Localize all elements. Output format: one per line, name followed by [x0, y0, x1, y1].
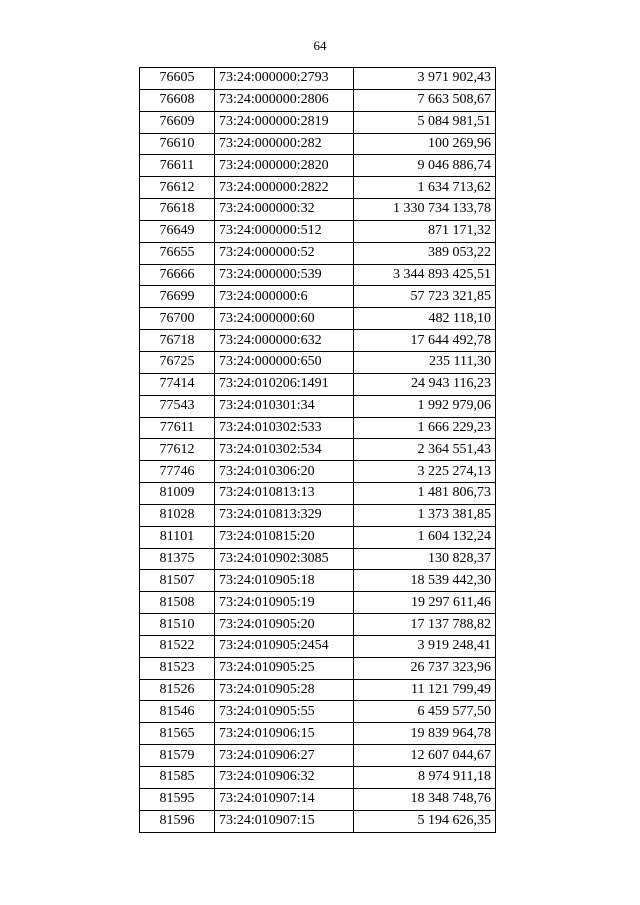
- cadastral-value-cell: 19 297 611,46: [354, 592, 496, 614]
- cadastral-number-cell: 73:24:000000:2822: [215, 177, 354, 199]
- cadastral-value-cell: 1 373 381,85: [354, 504, 496, 526]
- table-row: [140, 177, 496, 199]
- cadastral-number-cell: 73:24:000000:6: [215, 286, 354, 308]
- cadastral-number-cell: 73:24:010813:13: [215, 483, 354, 505]
- cadastral-value-cell: 7 663 508,67: [354, 89, 496, 111]
- object-id-cell: 76605: [140, 68, 215, 90]
- table-row: [140, 526, 496, 548]
- object-id-cell: 81507: [140, 570, 215, 592]
- object-id-cell: 81009: [140, 483, 215, 505]
- cadastral-value-cell: 1 330 734 133,78: [354, 199, 496, 221]
- table-row: [140, 286, 496, 308]
- table-row: [140, 745, 496, 767]
- table-body: [140, 68, 496, 833]
- object-id-cell: 77612: [140, 439, 215, 461]
- cadastral-value-cell: 482 118,10: [354, 308, 496, 330]
- object-id-cell: 81595: [140, 788, 215, 810]
- cadastral-value-cell: 3 971 902,43: [354, 68, 496, 90]
- table-row: [140, 133, 496, 155]
- cadastral-value-cell: 17 644 492,78: [354, 330, 496, 352]
- cadastral-value-cell: 18 348 748,76: [354, 788, 496, 810]
- cadastral-number-cell: 73:24:010902:3085: [215, 548, 354, 570]
- table-row: [140, 810, 496, 832]
- table-row: [140, 89, 496, 111]
- cadastral-number-cell: 73:24:000000:60: [215, 308, 354, 330]
- cadastral-number-cell: 73:24:010306:20: [215, 461, 354, 483]
- object-id-cell: 76655: [140, 242, 215, 264]
- cadastral-number-cell: 73:24:000000:282: [215, 133, 354, 155]
- object-id-cell: 77414: [140, 373, 215, 395]
- object-id-cell: 81508: [140, 592, 215, 614]
- object-id-cell: 77543: [140, 395, 215, 417]
- table-row: [140, 483, 496, 505]
- cadastral-value-cell: 3 225 274,13: [354, 461, 496, 483]
- table-row: [140, 417, 496, 439]
- cadastral-number-cell: 73:24:010906:27: [215, 745, 354, 767]
- table-row: [140, 308, 496, 330]
- cadastral-value-cell: 1 992 979,06: [354, 395, 496, 417]
- cadastral-number-cell: 73:24:010813:329: [215, 504, 354, 526]
- cadastral-number-cell: 73:24:000000:650: [215, 351, 354, 373]
- object-id-cell: 76700: [140, 308, 215, 330]
- cadastral-value-cell: 1 481 806,73: [354, 483, 496, 505]
- cadastral-value-cell: 24 943 116,23: [354, 373, 496, 395]
- cadastral-number-cell: 73:24:010905:2454: [215, 635, 354, 657]
- cadastral-value-cell: 1 604 132,24: [354, 526, 496, 548]
- object-id-cell: 81596: [140, 810, 215, 832]
- table-row: [140, 220, 496, 242]
- table-row: [140, 264, 496, 286]
- cadastral-value-cell: 9 046 886,74: [354, 155, 496, 177]
- object-id-cell: 76611: [140, 155, 215, 177]
- table-row: [140, 592, 496, 614]
- cadastral-value-cell: 5 194 626,35: [354, 810, 496, 832]
- cadastral-value-cell: 6 459 577,50: [354, 701, 496, 723]
- cadastral-value-cell: 57 723 321,85: [354, 286, 496, 308]
- cadastral-number-cell: 73:24:000000:2793: [215, 68, 354, 90]
- cadastral-value-cell: 871 171,32: [354, 220, 496, 242]
- cadastral-number-cell: 73:24:010301:34: [215, 395, 354, 417]
- table-row: [140, 767, 496, 789]
- cadastral-value-cell: 17 137 788,82: [354, 614, 496, 636]
- object-id-cell: 76718: [140, 330, 215, 352]
- object-id-cell: 76699: [140, 286, 215, 308]
- cadastral-value-cell: 18 539 442,30: [354, 570, 496, 592]
- cadastral-value-cell: 1 666 229,23: [354, 417, 496, 439]
- cadastral-value-cell: 8 974 911,18: [354, 767, 496, 789]
- table-row: [140, 199, 496, 221]
- object-id-cell: 76649: [140, 220, 215, 242]
- object-id-cell: 76608: [140, 89, 215, 111]
- object-id-cell: 81546: [140, 701, 215, 723]
- table-row: [140, 439, 496, 461]
- table-row: [140, 68, 496, 90]
- table-row: [140, 330, 496, 352]
- cadastral-number-cell: 73:24:010906:32: [215, 767, 354, 789]
- object-id-cell: 81101: [140, 526, 215, 548]
- cadastral-number-cell: 73:24:010907:15: [215, 810, 354, 832]
- cadastral-value-cell: 100 269,96: [354, 133, 496, 155]
- table-row: [140, 723, 496, 745]
- cadastral-number-cell: 73:24:010905:18: [215, 570, 354, 592]
- cadastral-number-cell: 73:24:000000:632: [215, 330, 354, 352]
- cadastral-number-cell: 73:24:010905:20: [215, 614, 354, 636]
- cadastral-number-cell: 73:24:010905:19: [215, 592, 354, 614]
- object-id-cell: 81523: [140, 657, 215, 679]
- cadastral-number-cell: 73:24:010815:20: [215, 526, 354, 548]
- table-row: [140, 461, 496, 483]
- cadastral-value-cell: 235 111,30: [354, 351, 496, 373]
- object-id-cell: 81375: [140, 548, 215, 570]
- object-id-cell: 81565: [140, 723, 215, 745]
- cadastral-value-cell: 19 839 964,78: [354, 723, 496, 745]
- table-row: [140, 657, 496, 679]
- cadastral-number-cell: 73:24:010302:533: [215, 417, 354, 439]
- cadastral-number-cell: 73:24:010905:25: [215, 657, 354, 679]
- object-id-cell: 81028: [140, 504, 215, 526]
- cadastral-value-cell: 130 828,37: [354, 548, 496, 570]
- cadastral-number-cell: 73:24:000000:512: [215, 220, 354, 242]
- cadastral-value-cell: 11 121 799,49: [354, 679, 496, 701]
- object-id-cell: 76666: [140, 264, 215, 286]
- object-id-cell: 77611: [140, 417, 215, 439]
- table-row: [140, 679, 496, 701]
- object-id-cell: 76612: [140, 177, 215, 199]
- object-id-cell: 81510: [140, 614, 215, 636]
- cadastral-value-cell: 12 607 044,67: [354, 745, 496, 767]
- cadastral-value-cell: 2 364 551,43: [354, 439, 496, 461]
- table-row: [140, 155, 496, 177]
- object-id-cell: 77746: [140, 461, 215, 483]
- table-row: [140, 351, 496, 373]
- cadastral-value-cell: 389 053,22: [354, 242, 496, 264]
- object-id-cell: 76618: [140, 199, 215, 221]
- cadastral-number-cell: 73:24:000000:539: [215, 264, 354, 286]
- cadastral-number-cell: 73:24:010905:55: [215, 701, 354, 723]
- object-id-cell: 81585: [140, 767, 215, 789]
- object-id-cell: 76725: [140, 351, 215, 373]
- cadastral-number-cell: 73:24:000000:52: [215, 242, 354, 264]
- table-row: [140, 111, 496, 133]
- cadastral-number-cell: 73:24:010906:15: [215, 723, 354, 745]
- table-row: [140, 242, 496, 264]
- table-row: [140, 395, 496, 417]
- cadastral-number-cell: 73:24:000000:32: [215, 199, 354, 221]
- object-id-cell: 81579: [140, 745, 215, 767]
- table-row: [140, 788, 496, 810]
- object-id-cell: 76610: [140, 133, 215, 155]
- table-row: [140, 548, 496, 570]
- table-row: [140, 614, 496, 636]
- cadastral-number-cell: 73:24:000000:2819: [215, 111, 354, 133]
- cadastral-value-cell: 5 084 981,51: [354, 111, 496, 133]
- cadastral-value-table: [139, 67, 496, 833]
- page-number: 64: [313, 38, 327, 53]
- object-id-cell: 81522: [140, 635, 215, 657]
- table-row: [140, 570, 496, 592]
- table-row: [140, 701, 496, 723]
- cadastral-number-cell: 73:24:000000:2820: [215, 155, 354, 177]
- cadastral-value-cell: 3 919 248,41: [354, 635, 496, 657]
- table-row: [140, 504, 496, 526]
- cadastral-value-cell: 3 344 893 425,51: [354, 264, 496, 286]
- cadastral-number-cell: 73:24:010905:28: [215, 679, 354, 701]
- cadastral-number-cell: 73:24:010907:14: [215, 788, 354, 810]
- cadastral-number-cell: 73:24:010206:1491: [215, 373, 354, 395]
- cadastral-value-cell: 1 634 713,62: [354, 177, 496, 199]
- table-row: [140, 373, 496, 395]
- object-id-cell: 81526: [140, 679, 215, 701]
- object-id-cell: 76609: [140, 111, 215, 133]
- table-row: [140, 635, 496, 657]
- cadastral-number-cell: 73:24:010302:534: [215, 439, 354, 461]
- cadastral-number-cell: 73:24:000000:2806: [215, 89, 354, 111]
- cadastral-value-cell: 26 737 323,96: [354, 657, 496, 679]
